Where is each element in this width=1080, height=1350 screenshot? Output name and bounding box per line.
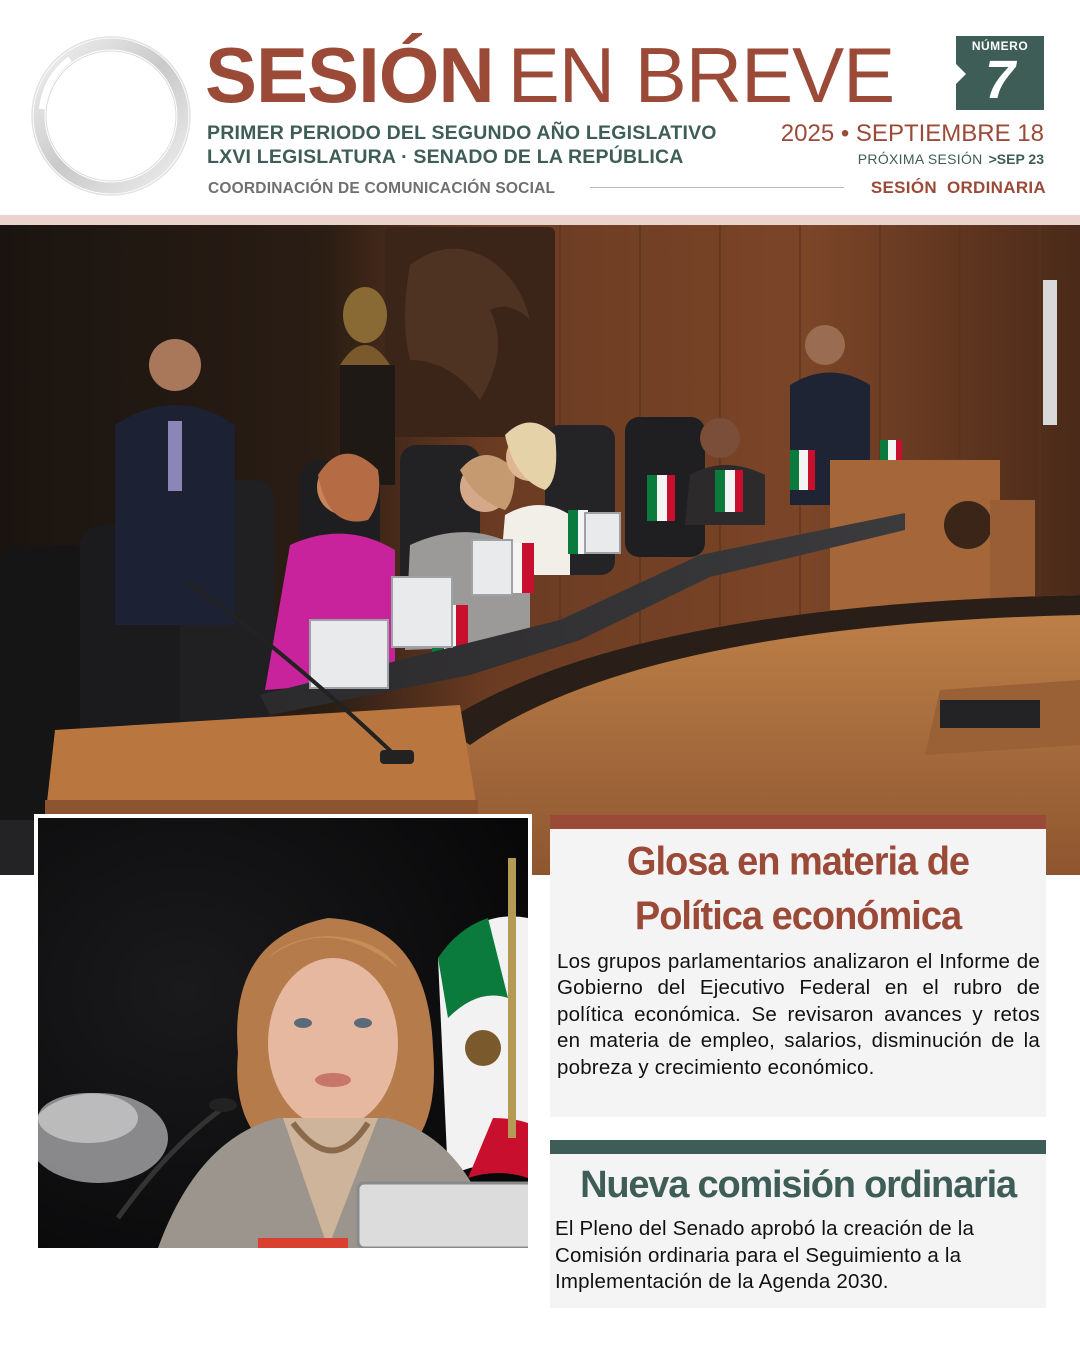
article-nueva-comision [550, 1140, 1046, 1308]
next-session-value: >SEP 23 [988, 151, 1044, 167]
header [0, 0, 1080, 218]
session-date: 2025 • SEPTIEMBRE 18 [780, 120, 1044, 147]
legislature-subtitle: LXVI LEGISLATURA · SENADO DE LA REPÚBLICA [207, 146, 684, 168]
session-type-label: SESIÓN ORDINARIA [870, 178, 1046, 197]
article-bar [550, 1140, 1046, 1154]
publication-title [205, 30, 894, 120]
next-session [858, 151, 1044, 167]
senator-speaking-photo [38, 818, 528, 1248]
article-body: El Pleno del Senado aprobó la creación de la Comisión ordinaria para el Seguimiento a la Implementación de la Agenda 2030. [555, 1217, 975, 1293]
title-bold: SESIÓN [205, 31, 494, 119]
header-band [0, 215, 1080, 225]
article-body: Los grupos parlamentarios analizaron el Informe de Gobierno del Ejecutivo Federal en el rubro de política económica. Se revisaron avances y retos en materia de empleo, salarios, disminución de la pobreza y crecimiento económico. [557, 950, 1040, 1079]
circle-logo-icon [30, 35, 192, 197]
coordination-label: COORDINACIÓN DE COMUNICACIÓN SOCIAL [208, 180, 556, 197]
next-session-label: PRÓXIMA SESIÓN [857, 151, 983, 167]
article-title [550, 834, 1046, 943]
article-title-line2: Política económica [634, 894, 962, 939]
issue-number-badge [956, 36, 1044, 110]
article-title-line1: Glosa en materia de [626, 839, 970, 884]
article-glosa [550, 815, 1046, 1117]
title-thin: EN BREVE [507, 31, 895, 119]
period-subtitle: PRIMER PERIODO DEL SEGUNDO AÑO LEGISLATIVO [207, 122, 717, 144]
header-divider [590, 187, 844, 188]
article-title: Nueva comisión ordinaria [580, 1164, 1016, 1206]
issue-number-label: NÚMERO [971, 39, 1029, 53]
article-bar [550, 815, 1046, 829]
issue-number-value: 7 [984, 50, 1016, 110]
senate-plenary-photo [0, 225, 1080, 875]
